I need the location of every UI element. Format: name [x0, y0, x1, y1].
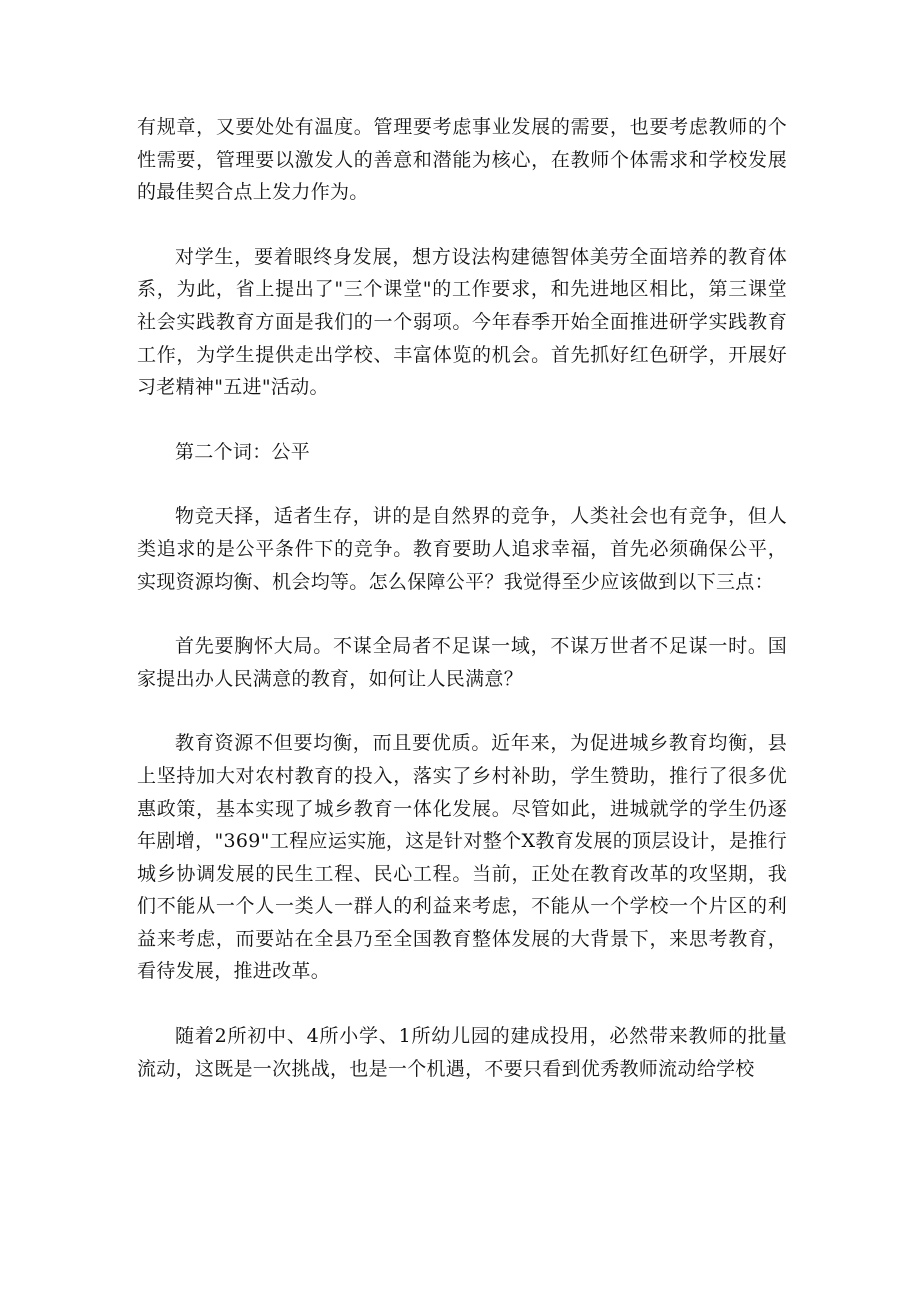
paragraph-fair-competition: 物竞天择，适者生存，讲的是自然界的竞争，人类社会也有竞争，但人类追求的是公平条件下的竞争。教育要助人追求幸福，首先必须确保公平，实现资源均衡、机会均等。怎么保障公平？我觉得至少应该做到以下三点： [137, 505, 787, 593]
section-heading-fairness: 第二个词：公平 [175, 440, 311, 463]
paragraph-resource-balance: 教育资源不但要均衡，而且要优质。近年来，为促进城乡教育均衡，县上坚持加大对农村教育的投入，落实了乡村补助，学生赞助，推行了很多优惠政策，基本实现了城乡教育一体化发展。尽管如此，进城就学的学生仍逐年剧增，"369"工程应运实施，这是针对整个X教育发展的顶层设计，是推行城乡协调发展的民生工程、民心工程。当前，正处在教育改革的攻坚期，我们不能从一个人一类人一群人的利益来考虑，不能从一个学校一个片区的利益来考虑，而要站在全县乃至全国教育整体发展的大背景下，来思考教育，看待发展，推进改革。 [137, 732, 787, 983]
paragraph-teacher-mobility: 随着2所初中、4所小学、1所幼儿园的建成投用，必然带来教师的批量流动，这既是一次挑战，也是一个机遇，不要只看到优秀教师流动给学校 [137, 1025, 787, 1080]
paragraph-students-development: 对学生，要着眼终身发展，想方设法构建德智体美劳全面培养的教育体系，为此，省上提出了"三个课堂"的工作要求，和先进地区相比，第三课堂社会实践教育方面是我们的一个弱项。今年春季开始全面推进研学实践教育工作，为学生提供走出学校、丰富体览的机会。首先抓好红色研学，开展好习老精神"五进"活动。 [137, 245, 787, 399]
paragraph-management-care: 有规章，又要处处有温度。管理要考虑事业发展的需要，也要考虑教师的个性需要，管理要以激发人的善意和潜能为核心，在教师个体需求和学校发展的最佳契合点上发力作为。 [137, 116, 787, 204]
document-body [137, 111, 787, 1117]
paragraph-big-picture: 首先要胸怀大局。不谋全局者不足谋一域，不谋万世者不足谋一时。国家提出办人民满意的教育，如何让人民满意？ [137, 635, 787, 690]
